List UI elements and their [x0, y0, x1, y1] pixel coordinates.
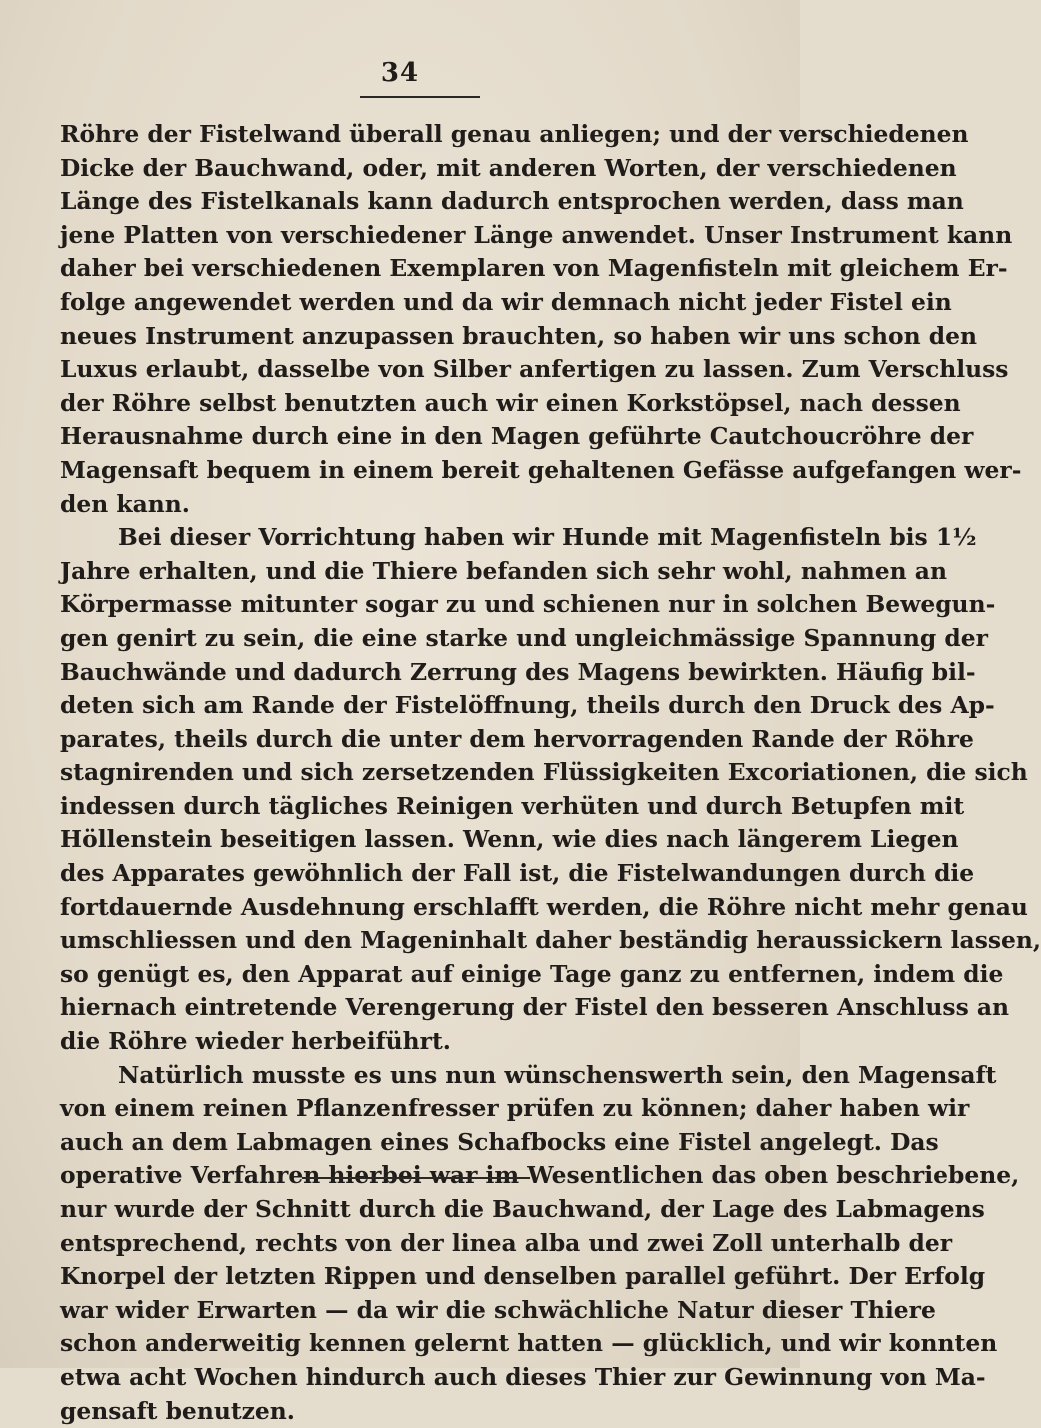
text-line: Länge des Fistelkanals kann dadurch entsprochen werden, dass man — [60, 187, 964, 216]
text-line: gensaft benutzen. — [60, 1396, 295, 1425]
text-line: Magensaft bequem in einem bereit gehaltenen Gefässe aufgefangen wer- — [60, 455, 1022, 484]
text-line: Röhre der Fistelwand überall genau anliegen; und der verschiedenen — [60, 120, 969, 148]
text-line: Knorpel der letzten Rippen und denselben parallel geführt. Der Erfolg — [60, 1262, 986, 1291]
text-line: schon anderweitig kennen gelernt hatten — glücklich, und wir konnten — [60, 1329, 998, 1358]
text-line: des Apparates gewöhnlich der Fall ist, die Fistelwandungen durch die — [60, 859, 975, 888]
text-line: jene Platten von verschiedener Länge anwendet. Unser Instrument kann — [60, 220, 1013, 249]
paragraph — [60, 1059, 1020, 1428]
text-line: folge angewendet werden und da wir demnach nicht jeder Fistel ein — [60, 287, 952, 316]
paragraph — [60, 521, 1041, 1059]
text-line: daher bei verschiedenen Exemplaren von Magenfisteln mit gleichem Er- — [60, 254, 1008, 283]
text-line: Körpermasse mitunter sogar zu und schienen nur in solchen Bewegun- — [60, 590, 996, 619]
header-rule — [360, 96, 480, 98]
text-line: Bauchwände und dadurch Zerrung des Magens bewirkten. Häufig bil- — [60, 657, 976, 686]
text-line: deten sich am Rande der Fistelöffnung, theils durch den Druck des Ap- — [60, 691, 995, 720]
text-line: operative Verfahren hierbei war im Wesentlichen das oben beschriebene, — [60, 1161, 1020, 1190]
section-end-rule — [302, 1177, 530, 1179]
text-line: entsprechend, rechts von der linea alba und zwei Zoll unterhalb der — [60, 1228, 953, 1257]
text-line: hiernach eintretende Verengerung der Fistel den besseren Anschluss an — [60, 993, 1010, 1022]
text-line: der Röhre selbst benutzten auch wir einen Korkstöpsel, nach dessen — [60, 388, 961, 417]
text-line: parates, theils durch die unter dem hervorragenden Rande der Röhre — [60, 724, 974, 753]
text-line: so genügt es, den Apparat auf einige Tage ganz zu entfernen, indem die — [60, 959, 1004, 988]
text-line: stagnirenden und sich zersetzenden Flüssigkeiten Excoriationen, die sich — [60, 758, 1028, 787]
text-line: Dicke der Bauchwand, oder, mit anderen Worten, der verschiedenen — [60, 153, 957, 182]
text-line: Luxus erlaubt, dasselbe von Silber anfertigen zu lassen. Zum Verschluss — [60, 355, 1009, 384]
text-line: fortdauernde Ausdehnung erschlafft werden, die Röhre nicht mehr genau — [60, 892, 1028, 921]
text-line: neues Instrument anzupassen brauchten, so haben wir uns schon den — [60, 321, 978, 350]
page-number: 34 — [380, 58, 420, 88]
body-text — [60, 118, 1041, 1428]
paragraph — [60, 118, 1022, 521]
text-line: indessen durch tägliches Reinigen verhüten und durch Betupfen mit — [60, 791, 965, 820]
text-line: Natürlich musste es uns nun wünschenswerth sein, den Magensaft — [118, 1060, 997, 1089]
text-line: umschliessen und den Mageninhalt daher beständig heraussickern lassen, — [60, 926, 1041, 955]
text-line: den kann. — [60, 489, 190, 518]
text-line: etwa acht Wochen hindurch auch dieses Thier zur Gewinnung von Ma- — [60, 1362, 986, 1391]
text-line: Höllenstein beseitigen lassen. Wenn, wie dies nach längerem Liegen — [60, 825, 959, 854]
text-line: nur wurde der Schnitt durch die Bauchwand, der Lage des Labmagens — [60, 1195, 985, 1223]
text-line: Jahre erhalten, und die Thiere befanden sich sehr wohl, nahmen an — [60, 556, 947, 585]
text-line: war wider Erwarten — da wir die schwächliche Natur dieser Thiere — [60, 1295, 936, 1324]
text-line: von einem reinen Pflanzenfresser prüfen zu können; daher haben wir — [60, 1094, 970, 1123]
text-line: Bei dieser Vorrichtung haben wir Hunde mit Magenfisteln bis 1½ — [118, 523, 977, 552]
text-line: die Röhre wieder herbeiführt. — [60, 1027, 451, 1056]
text-line: Herausnahme durch eine in den Magen geführte Cautchoucröhre der — [60, 422, 974, 451]
text-line: auch an dem Labmagen eines Schafbocks eine Fistel angelegt. Das — [60, 1127, 939, 1156]
text-line: gen genirt zu sein, die eine starke und ungleichmässige Spannung der — [60, 623, 988, 652]
